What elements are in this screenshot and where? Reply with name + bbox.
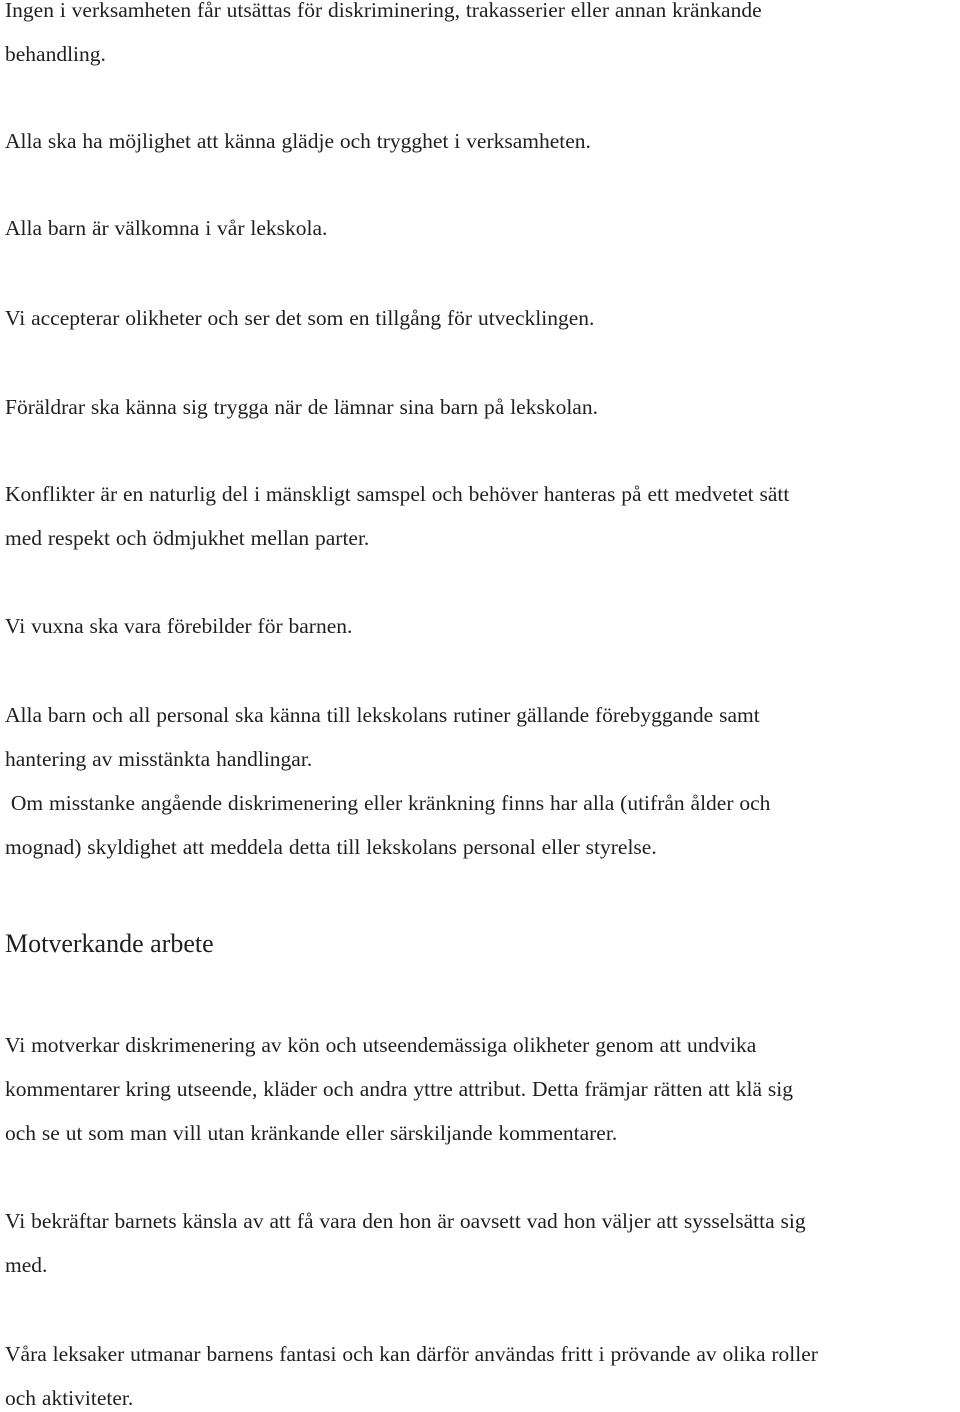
text-line: behandling.: [5, 42, 106, 66]
text-line: Vi bekräftar barnets känsla av att få vara den hon är oavsett vad hon väljer att sysselsätta sig: [5, 1209, 806, 1233]
text-line: och aktiviteter.: [5, 1386, 134, 1410]
text-line: Vi vuxna ska vara förebilder för barnen.: [5, 614, 353, 638]
text-line: och se ut som man vill utan kränkande eller särskiljande kommentarer.: [5, 1121, 618, 1145]
text-line: hantering av misstänkta handlingar.: [5, 747, 313, 771]
text-line: Våra leksaker utmanar barnens fantasi och kan därför användas fritt i prövande av olika roller: [5, 1342, 818, 1366]
text-line: Vi accepterar olikheter och ser det som en tillgång för utvecklingen.: [5, 306, 595, 330]
text-line: Alla barn och all personal ska känna till lekskolans rutiner gällande förebyggande samt: [5, 703, 760, 727]
section-heading: Motverkande arbete: [5, 929, 214, 958]
text-line: Vi motverkar diskrimenering av kön och utseendemässiga olikheter genom att undvika: [5, 1033, 757, 1057]
text-line: kommentarer kring utseende, kläder och andra yttre attribut. Detta främjar rätten att klä sig: [5, 1077, 793, 1101]
text-line: Föräldrar ska känna sig trygga när de lämnar sina barn på lekskolan.: [5, 395, 598, 419]
text-line: med.: [5, 1253, 48, 1277]
text-line: Om misstanke angående diskrimenering eller kränkning finns har alla (utifrån ålder och: [5, 791, 771, 815]
text-line: Konflikter är en naturlig del i mänskligt samspel och behöver hanteras på ett medvetet sätt: [5, 482, 790, 506]
text-line: med respekt och ödmjukhet mellan parter.: [5, 526, 370, 550]
text-line: Ingen i verksamheten får utsättas för diskriminering, trakasserier eller annan kränkande: [5, 0, 762, 22]
text-line: mognad) skyldighet att meddela detta till lekskolans personal eller styrelse.: [5, 835, 657, 859]
text-line: Alla ska ha möjlighet att känna glädje och trygghet i verksamheten.: [5, 129, 591, 153]
text-line: Alla barn är välkomna i vår lekskola.: [5, 216, 328, 240]
